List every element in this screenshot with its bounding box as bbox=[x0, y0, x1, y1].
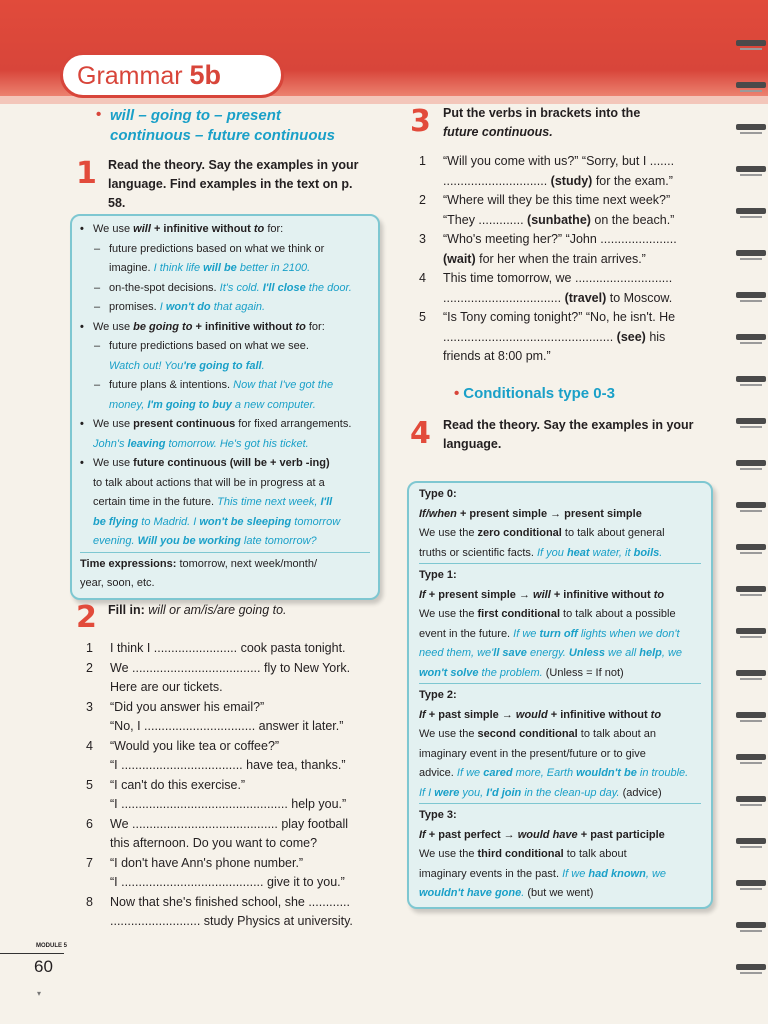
example-text: money, bbox=[109, 398, 148, 411]
theory-line bbox=[80, 240, 370, 260]
binding-ring bbox=[736, 922, 766, 928]
exercise-2-item bbox=[86, 834, 386, 854]
binding-ring bbox=[736, 712, 766, 718]
item-number: 7 bbox=[86, 855, 93, 870]
bold-text: Type 1: bbox=[419, 569, 457, 581]
bold-text: Type 0: bbox=[419, 488, 457, 500]
theory-line bbox=[80, 493, 370, 513]
topic-heading-line2: continuous – future continuous bbox=[110, 127, 335, 144]
example-highlight: help bbox=[639, 647, 662, 659]
bold-text: + infinitive without bbox=[547, 708, 651, 721]
text: future plans & intentions. bbox=[109, 379, 234, 391]
example-text: . bbox=[261, 359, 265, 372]
text: imaginary events in the past. bbox=[419, 867, 563, 880]
bold-text: third conditional bbox=[477, 848, 564, 860]
exercise-number-3: 3 bbox=[410, 104, 431, 139]
example-text: If we bbox=[562, 867, 589, 880]
conditional-line bbox=[419, 683, 701, 706]
item-text: “I ......................................... give it to you.” bbox=[110, 875, 345, 889]
binding-ring bbox=[736, 796, 766, 802]
exercise-2-item bbox=[86, 873, 386, 893]
example-text: It's cold. bbox=[219, 281, 263, 294]
bold-text: + infinitive without bbox=[150, 223, 254, 235]
conditional-line bbox=[419, 586, 701, 606]
theory-line bbox=[80, 474, 370, 494]
item-text: I think I ........................ cook pasta tonight. bbox=[110, 641, 346, 655]
example-text: Watch out! You bbox=[109, 359, 184, 372]
exercise-2-item bbox=[86, 776, 386, 796]
verb-prompt: (sunbathe) bbox=[527, 212, 591, 227]
text: (but we went) bbox=[524, 887, 594, 899]
exercise-2-instruction bbox=[108, 601, 287, 620]
binding-ring bbox=[736, 880, 766, 886]
example-text: in trouble. bbox=[636, 767, 689, 779]
exercise-2-item bbox=[86, 698, 386, 718]
exercise-2-item bbox=[86, 639, 386, 659]
theory-line bbox=[80, 220, 370, 240]
example-text: tomorrow. He's got his ticket. bbox=[165, 437, 309, 450]
text: We use the bbox=[419, 527, 478, 539]
text: future predictions based on what we see. bbox=[109, 340, 309, 352]
item-text: We .......................................... play football bbox=[110, 816, 349, 831]
topic-heading-line1: will – going to – present bbox=[110, 107, 281, 124]
bold-text: zero conditional bbox=[477, 527, 562, 539]
example-highlight: ll save bbox=[493, 647, 527, 659]
bold-text: Type 3: bbox=[419, 809, 457, 821]
item-number: 3 bbox=[86, 699, 93, 714]
text: advice. bbox=[419, 767, 457, 779]
item-text: “I don't have Ann's phone number.” bbox=[110, 855, 304, 870]
bold-text: + present simple → present simple bbox=[456, 507, 642, 520]
exercise-4-instruction: Read the theory. Say the examples in your language. bbox=[443, 418, 694, 451]
verb-prompt: (see) bbox=[616, 329, 646, 344]
example-text: If we bbox=[456, 767, 484, 779]
exercise-3-item bbox=[419, 308, 713, 328]
text: We use the bbox=[419, 728, 478, 740]
example-highlight: turn off bbox=[539, 627, 578, 640]
item-number: 4 bbox=[419, 271, 426, 285]
item-text: “Did you answer his email?” bbox=[110, 699, 265, 714]
example-text: we all bbox=[604, 647, 640, 659]
binding-ring bbox=[736, 40, 766, 46]
bold-italic-text: to bbox=[295, 320, 306, 333]
item-number: 6 bbox=[86, 816, 93, 831]
spiral-binding bbox=[726, 40, 768, 1000]
text: for: bbox=[305, 320, 325, 333]
text: to talk about an bbox=[577, 728, 657, 740]
theory-line bbox=[80, 298, 370, 318]
item-text: “Where will they be this time next week?” bbox=[443, 193, 671, 207]
item-text: We ..................................... fly to New York. bbox=[110, 660, 351, 675]
example-text: I think life bbox=[153, 262, 204, 274]
conditional-line bbox=[419, 865, 701, 885]
exercise-3-item bbox=[419, 289, 713, 309]
conditional-line bbox=[419, 784, 701, 804]
theory-line bbox=[80, 454, 370, 474]
exercise-3-instruction-line1: Put the verbs in brackets into the bbox=[443, 106, 641, 120]
item-number: 1 bbox=[86, 641, 93, 655]
bold-italic-text: If/when bbox=[419, 507, 457, 520]
binding-ring bbox=[736, 166, 766, 172]
bold-italic-text: If bbox=[419, 708, 426, 721]
exercise-3-item bbox=[419, 172, 713, 192]
bold-text: + infinitive without bbox=[192, 320, 296, 333]
exercise-number-1: 1 bbox=[76, 156, 97, 191]
example-text: you, bbox=[459, 786, 487, 799]
example-text: late tomorrow? bbox=[240, 535, 317, 547]
binding-ring bbox=[736, 460, 766, 466]
exercise-2-item bbox=[86, 795, 386, 815]
text: to talk about general bbox=[561, 527, 665, 539]
item-text: .............................. (study) for the exam.” bbox=[443, 173, 673, 188]
conditional-line bbox=[419, 524, 701, 544]
conditional-line bbox=[419, 605, 701, 625]
conditional-line bbox=[419, 725, 701, 745]
binding-ring bbox=[736, 544, 766, 550]
theory-line bbox=[80, 435, 370, 455]
footer-rule bbox=[0, 953, 64, 954]
exercise-3-instruction-line2: future continuous. bbox=[443, 125, 553, 139]
exercise-number-2: 2 bbox=[76, 600, 97, 635]
bullet-icon: • bbox=[454, 385, 460, 402]
text: (Unless = If not) bbox=[542, 666, 624, 679]
text: We use bbox=[93, 223, 134, 235]
item-text: ................................................. (see) his bbox=[443, 329, 666, 344]
item-text: this afternoon. Do you want to come? bbox=[110, 836, 318, 850]
conditional-line bbox=[419, 664, 701, 684]
text: event in the future. bbox=[419, 627, 514, 640]
conditional-line bbox=[419, 764, 701, 784]
text: for fixed arrangements. bbox=[235, 418, 352, 430]
verb-prompt: (study) bbox=[550, 173, 593, 188]
example-text: that again. bbox=[210, 301, 266, 313]
bullet-icon: • bbox=[96, 106, 102, 123]
conditional-line bbox=[419, 884, 701, 904]
footer-mark: ▾ bbox=[37, 989, 42, 998]
item-text: Here are our tickets. bbox=[110, 680, 223, 694]
bold-italic-text: be going to bbox=[133, 320, 193, 333]
exercise-2-item bbox=[86, 737, 386, 757]
binding-ring bbox=[736, 586, 766, 592]
conditionals-heading bbox=[454, 385, 615, 402]
example-text: . bbox=[659, 546, 663, 559]
theory-line bbox=[80, 259, 370, 279]
bold-text: Type 2: bbox=[419, 689, 457, 701]
item-number: 5 bbox=[86, 777, 93, 792]
text: We use bbox=[93, 418, 134, 430]
conditional-line bbox=[419, 745, 701, 765]
item-text: “Is Tony coming tonight?” “No, he isn't. He bbox=[443, 310, 676, 324]
conditionals-heading-text: Conditionals type 0-3 bbox=[463, 385, 615, 402]
binding-ring bbox=[736, 418, 766, 424]
text: imagine. bbox=[109, 262, 154, 274]
binding-ring bbox=[736, 964, 766, 970]
example-highlight: cared bbox=[483, 767, 513, 779]
theory-line bbox=[80, 279, 370, 299]
item-text: .................................. (travel) to Moscow. bbox=[443, 290, 673, 305]
example-highlight: wouldn't have gone bbox=[419, 887, 522, 899]
theory-line bbox=[80, 318, 370, 338]
bold-text: second conditional bbox=[477, 728, 578, 740]
binding-ring bbox=[736, 376, 766, 382]
item-text: friends at 8:00 pm.” bbox=[443, 349, 551, 363]
bold-text: + infinitive without bbox=[550, 588, 654, 601]
exercise-3-item bbox=[419, 328, 713, 348]
example-highlight: I'd join bbox=[486, 786, 522, 799]
conditional-line bbox=[419, 505, 701, 525]
theory-line bbox=[80, 532, 370, 552]
text: future predictions based on what we think or bbox=[109, 242, 325, 255]
example-text: better in 2100. bbox=[236, 262, 311, 274]
binding-ring bbox=[736, 208, 766, 214]
text: We use the bbox=[419, 608, 478, 620]
exercise-3-list bbox=[419, 152, 713, 367]
bold-text: + present simple → bbox=[425, 588, 534, 601]
bold-text: future continuous (will be + verb -ing) bbox=[133, 457, 330, 469]
example-text: Now that I've got the bbox=[233, 379, 334, 391]
page-title bbox=[60, 52, 284, 98]
exercise-3-item bbox=[419, 347, 713, 367]
conditional-line bbox=[419, 625, 701, 645]
text: We use the bbox=[419, 848, 478, 860]
bold-italic-text: to bbox=[653, 588, 665, 601]
binding-ring bbox=[736, 670, 766, 676]
text: for: bbox=[264, 223, 284, 235]
example-text: evening. bbox=[93, 535, 138, 547]
verb-prompt: (wait) bbox=[443, 251, 476, 266]
exercise-3-item bbox=[419, 152, 713, 172]
item-text: “I ................................... have tea, thanks.” bbox=[110, 758, 346, 772]
conditional-line bbox=[419, 803, 701, 826]
page-number: 60 bbox=[34, 957, 53, 976]
text: on-the-spot decisions. bbox=[109, 281, 220, 294]
item-text: “Would you like tea or coffee?” bbox=[110, 738, 280, 753]
exercise-3-item bbox=[419, 191, 713, 211]
binding-ring bbox=[736, 502, 766, 508]
binding-ring bbox=[736, 838, 766, 844]
item-text: “I ................................................ help you.” bbox=[110, 797, 347, 811]
theory-line bbox=[80, 552, 370, 575]
bold-text: + past participle bbox=[577, 828, 665, 841]
exercise-2-list bbox=[86, 639, 386, 932]
text: to talk about bbox=[563, 848, 627, 860]
example-text: the door. bbox=[305, 281, 352, 294]
example-highlight: won't do bbox=[165, 301, 211, 313]
item-text: “Who's meeting her?” “John ...................... bbox=[443, 232, 677, 246]
example-text: the problem. bbox=[478, 666, 543, 679]
example-highlight: will be bbox=[203, 262, 237, 274]
bold-italic-text: to bbox=[650, 708, 662, 721]
bold-text: + past simple → bbox=[425, 708, 516, 721]
theory-line bbox=[80, 357, 370, 377]
text: to talk about actions that will be in progress at a bbox=[93, 476, 325, 489]
item-text: “No, I ................................ answer it later.” bbox=[110, 719, 344, 733]
example-highlight: had known bbox=[588, 867, 646, 880]
example-text: water, it bbox=[589, 546, 634, 559]
topic-heading bbox=[96, 106, 335, 146]
example-text: , we bbox=[661, 647, 683, 659]
example-highlight: won't be sleeping bbox=[199, 515, 292, 528]
example-text: , we bbox=[645, 867, 667, 880]
verb-prompt: (travel) bbox=[564, 290, 607, 305]
exercise-2-item bbox=[86, 659, 386, 679]
bold-italic-text: would bbox=[515, 708, 548, 721]
theory-line bbox=[80, 376, 370, 396]
exercise-2-item bbox=[86, 678, 386, 698]
bold-italic-text: If bbox=[419, 828, 426, 841]
binding-ring bbox=[736, 82, 766, 88]
example-text: lights when we don't bbox=[577, 627, 680, 640]
conditional-line bbox=[419, 563, 701, 586]
example-text: to Madrid. I bbox=[138, 515, 200, 528]
example-text: more, Earth bbox=[512, 767, 577, 779]
text: (advice) bbox=[619, 786, 662, 799]
item-text: Now that she's finished school, she ............ bbox=[110, 894, 351, 909]
theory-line bbox=[80, 337, 370, 357]
theory-box bbox=[70, 214, 380, 600]
exercise-3-item bbox=[419, 230, 713, 250]
example-highlight: heat bbox=[566, 546, 590, 559]
binding-ring bbox=[736, 754, 766, 760]
exercise-3-item bbox=[419, 250, 713, 270]
example-highlight: wouldn't be bbox=[576, 767, 637, 779]
example-highlight: Unless bbox=[568, 647, 605, 659]
example-text: a new computer. bbox=[231, 398, 316, 411]
item-text: “I can't do this exercise.” bbox=[110, 777, 246, 792]
exercise-3-item bbox=[419, 269, 713, 289]
item-number: 2 bbox=[419, 193, 426, 207]
bold-text: first conditional bbox=[477, 608, 560, 620]
bold-italic-text: would have bbox=[517, 828, 578, 841]
exercise-2-terms: will or am/is/are going to. bbox=[148, 603, 287, 617]
bold-italic-text: to bbox=[253, 223, 265, 235]
exercise-number-4: 4 bbox=[410, 416, 431, 451]
bold-text: Time expressions: bbox=[80, 557, 177, 570]
item-number: 2 bbox=[86, 660, 93, 675]
bold-text: present continuous bbox=[133, 418, 236, 430]
example-text: . bbox=[521, 887, 525, 899]
exercise-2-item bbox=[86, 854, 386, 874]
bold-italic-text: will bbox=[533, 588, 551, 601]
example-text: If we bbox=[513, 627, 540, 640]
conditional-line bbox=[419, 544, 701, 564]
item-text: .......................... study Physics at university. bbox=[110, 914, 353, 928]
theory-line bbox=[80, 513, 370, 533]
text: to talk about a possible bbox=[560, 608, 676, 620]
example-highlight: Will you be working bbox=[137, 535, 241, 547]
conditional-line bbox=[419, 826, 701, 846]
text: We use bbox=[93, 320, 134, 333]
exercise-2-instruction-pre: Fill in: bbox=[108, 603, 149, 617]
bold-text: + past perfect → bbox=[425, 828, 518, 841]
text: year, soon, etc. bbox=[80, 577, 155, 589]
example-highlight: I'll close bbox=[262, 281, 306, 294]
example-text: This time next week, bbox=[217, 496, 321, 508]
text: truths or scientific facts. bbox=[419, 546, 537, 559]
text: promises. bbox=[109, 301, 160, 313]
theory-line bbox=[80, 415, 370, 435]
example-highlight: I'll bbox=[320, 496, 333, 508]
item-number: 1 bbox=[419, 154, 426, 168]
conditionals-box bbox=[407, 481, 713, 909]
item-text: This time tomorrow, we ............................ bbox=[443, 271, 673, 285]
conditional-line bbox=[419, 644, 701, 664]
binding-ring bbox=[736, 628, 766, 634]
binding-ring bbox=[736, 292, 766, 298]
title-word: Grammar bbox=[77, 62, 183, 90]
example-highlight: won't solve bbox=[419, 666, 479, 679]
example-highlight: 're going to fall bbox=[183, 359, 262, 372]
example-text: in the clean-up day. bbox=[521, 786, 620, 799]
item-text: “Will you come with us?” “Sorry, but I ....... bbox=[443, 154, 675, 168]
item-text: (wait) for her when the train arrives.” bbox=[443, 251, 646, 266]
example-highlight: boils bbox=[633, 546, 660, 559]
exercise-1-instruction: Read the theory. Say the examples in your language. Find examples in the text on p. 58. bbox=[108, 158, 359, 210]
theory-line bbox=[80, 574, 370, 594]
bold-italic-text: If bbox=[419, 588, 426, 601]
exercise-2-item bbox=[86, 893, 386, 913]
binding-ring bbox=[736, 124, 766, 130]
example-text: I bbox=[159, 301, 166, 313]
item-number: 5 bbox=[419, 310, 426, 324]
example-text: energy. bbox=[526, 647, 569, 659]
module-label: MODULE 5 bbox=[36, 943, 68, 949]
example-text: tomorrow bbox=[291, 515, 341, 528]
example-highlight: were bbox=[434, 786, 460, 799]
text: We use bbox=[93, 457, 134, 469]
item-number: 4 bbox=[86, 738, 93, 753]
conditional-line bbox=[419, 706, 701, 726]
binding-ring bbox=[736, 250, 766, 256]
example-text: If I bbox=[419, 786, 435, 799]
example-text: If you bbox=[536, 546, 567, 559]
item-text: “They ............. (sunbathe) on the beach.” bbox=[443, 212, 675, 227]
exercise-2-item bbox=[86, 717, 386, 737]
example-highlight: be flying bbox=[93, 515, 139, 528]
exercise-2-item bbox=[86, 912, 386, 932]
example-highlight: I'm going to buy bbox=[147, 398, 232, 411]
text: tomorrow, next week/month/ bbox=[176, 557, 318, 570]
text: imaginary event in the present/future or to give bbox=[419, 747, 646, 760]
text: certain time in the future. bbox=[93, 496, 218, 508]
binding-ring bbox=[736, 334, 766, 340]
exercise-2-item bbox=[86, 815, 386, 835]
exercise-3-item bbox=[419, 211, 713, 231]
conditional-line bbox=[419, 485, 701, 505]
example-text: John's bbox=[93, 437, 128, 450]
title-code: 5b bbox=[189, 60, 222, 90]
conditional-line bbox=[419, 845, 701, 865]
example-text: need them, we' bbox=[419, 647, 494, 659]
bold-italic-text: will bbox=[133, 223, 151, 235]
exercise-2-item bbox=[86, 756, 386, 776]
item-number: 8 bbox=[86, 894, 93, 909]
theory-line bbox=[80, 396, 370, 416]
exercise-3-instruction bbox=[443, 104, 640, 142]
example-highlight: leaving bbox=[127, 437, 166, 450]
item-number: 3 bbox=[419, 232, 426, 246]
